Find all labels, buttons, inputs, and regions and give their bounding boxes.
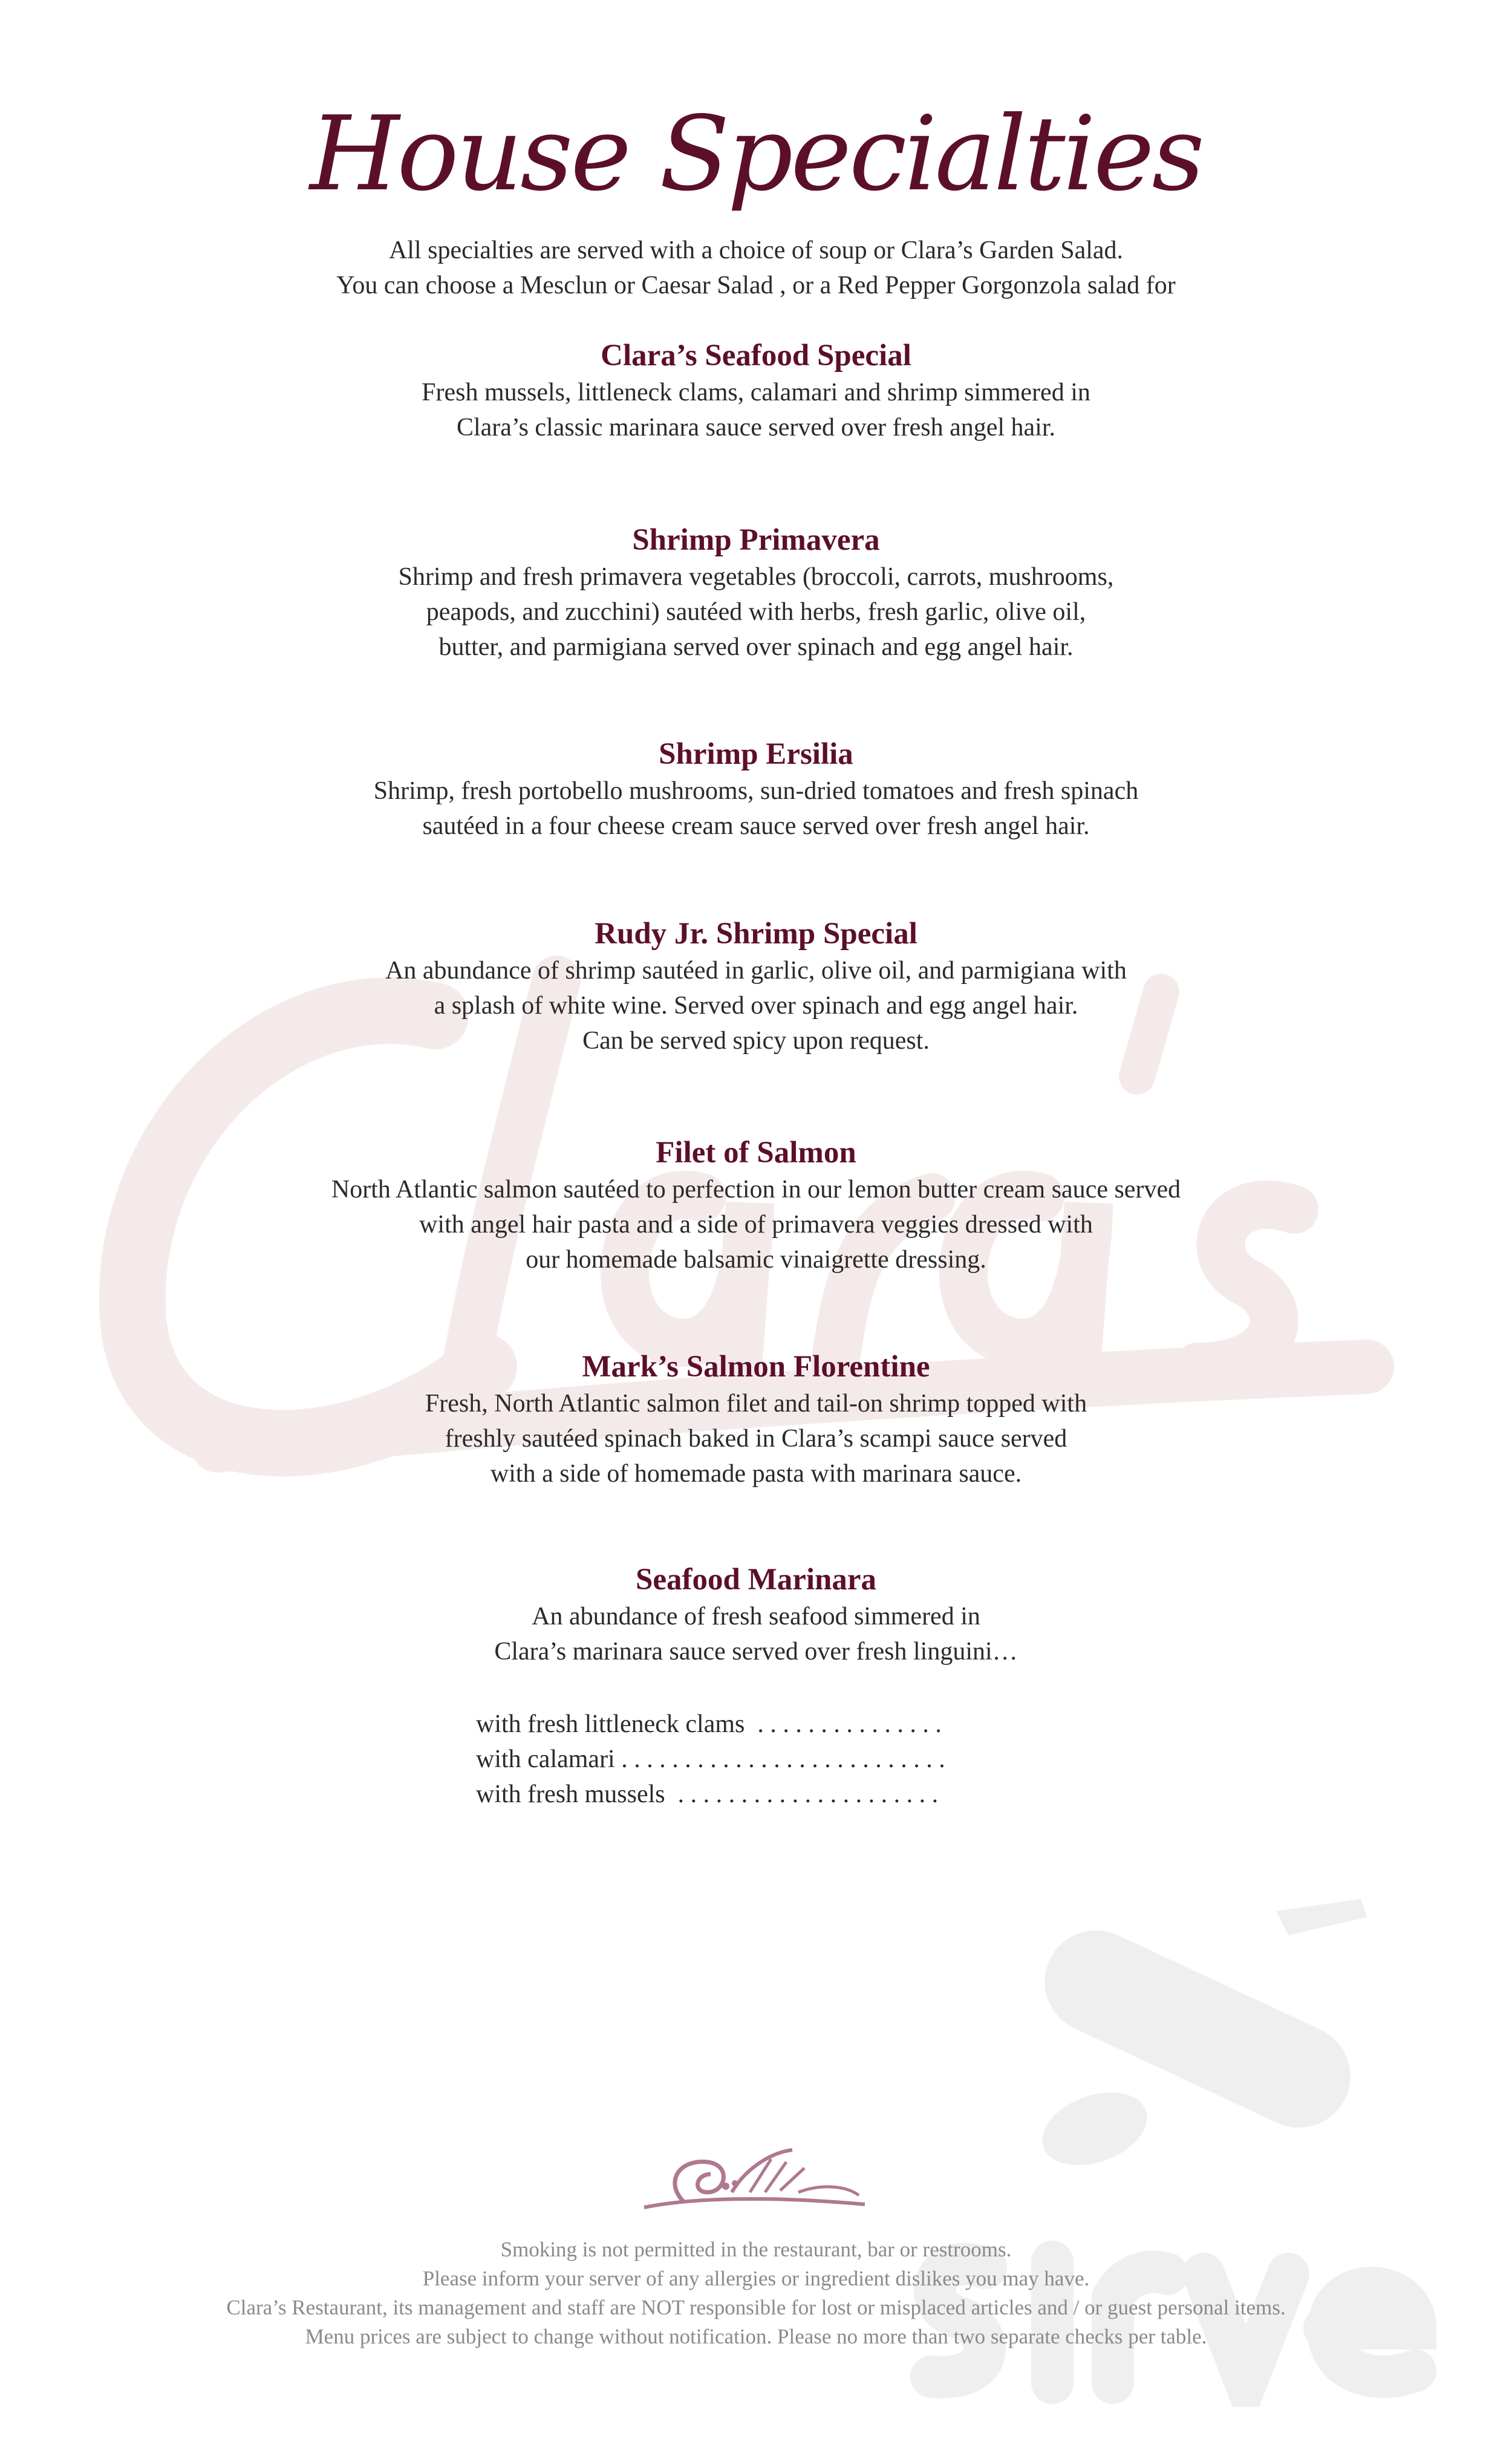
ornament-flourish-icon bbox=[641, 2135, 871, 2219]
menu-item-desc: butter, and parmigiana served over spinach and egg angel hair. bbox=[438, 633, 1074, 661]
menu-item bbox=[0, 336, 1512, 445]
footer-line: Clara’s Restaurant, its management and staff are NOT responsible for lost or misplaced articles and / or guest personal items. bbox=[226, 2296, 1286, 2319]
utensil-watermark-icon bbox=[1022, 1887, 1385, 2165]
menu-item-name: Clara’s Seafood Special bbox=[601, 339, 911, 373]
menu-item bbox=[0, 1133, 1512, 1277]
menu-item-desc: Shrimp, fresh portobello mushrooms, sun-dried tomatoes and fresh spinach bbox=[373, 777, 1139, 805]
option-line: with fresh mussels . . . . . . . . . . . . . . . . . . . . . bbox=[476, 1780, 939, 1808]
menu-item-desc: peapods, and zucchini) sautéed with herbs, fresh garlic, olive oil, bbox=[426, 598, 1086, 626]
option-line: with calamari . . . . . . . . . . . . . . . . . . . . . . . . . . bbox=[476, 1745, 945, 1773]
menu-item-name: Shrimp Ersilia bbox=[659, 737, 853, 771]
menu-item-name: Shrimp Primavera bbox=[632, 523, 880, 557]
option-line: with fresh littleneck clams . . . . . . . . . . . . . . . bbox=[476, 1710, 942, 1738]
menu-item-name: Filet of Salmon bbox=[656, 1136, 856, 1170]
menu-item-desc: a splash of white wine. Served over spinach and egg angel hair. bbox=[434, 992, 1078, 1020]
menu-item bbox=[0, 1560, 1512, 1669]
intro-text bbox=[0, 233, 1512, 303]
menu-item-desc: Fresh mussels, littleneck clams, calamari and shrimp simmered in bbox=[422, 379, 1090, 406]
menu-item bbox=[0, 735, 1512, 844]
menu-item-desc: Can be served spicy upon request. bbox=[582, 1027, 930, 1055]
menu-item bbox=[0, 1347, 1512, 1491]
menu-item bbox=[0, 521, 1512, 665]
page-title: House Specialties bbox=[310, 94, 1202, 214]
menu-item-desc: North Atlantic salmon sautéed to perfection in our lemon butter cream sauce served bbox=[331, 1176, 1181, 1203]
menu-item-desc: An abundance of fresh seafood simmered in bbox=[532, 1603, 980, 1630]
menu-item-desc: with angel hair pasta and a side of primavera veggies dressed with bbox=[419, 1211, 1093, 1239]
menu-item-desc: Shrimp and fresh primavera vegetables (broccoli, carrots, mushrooms, bbox=[398, 563, 1114, 591]
footer-line: Please inform your server of any allergies or ingredient dislikes you may have. bbox=[422, 2267, 1090, 2290]
intro-line: You can choose a Mesclun or Caesar Salad , or a Red Pepper Gorgonzola salad for bbox=[336, 272, 1176, 299]
menu-item-desc: with a side of homemade pasta with marinara sauce. bbox=[490, 1460, 1022, 1488]
intro-line: All specialties are served with a choice of soup or Clara’s Garden Salad. bbox=[388, 236, 1124, 264]
menu-item-desc: Fresh, North Atlantic salmon filet and tail-on shrimp topped with bbox=[425, 1390, 1087, 1418]
menu-item-desc: sautéed in a four cheese cream sauce served over fresh angel hair. bbox=[422, 812, 1090, 840]
footer-notices bbox=[0, 2235, 1512, 2351]
seafood-marinara-options bbox=[476, 1707, 945, 1812]
menu-item-name: Rudy Jr. Shrimp Special bbox=[595, 917, 917, 951]
menu-item-desc: An abundance of shrimp sautéed in garlic, olive oil, and parmigiana with bbox=[385, 957, 1127, 985]
menu-item-desc: freshly sautéed spinach baked in Clara’s scampi sauce served bbox=[445, 1425, 1067, 1453]
menu-item bbox=[0, 914, 1512, 1058]
menu-item-name: Mark’s Salmon Florentine bbox=[582, 1350, 930, 1384]
menu-item-desc: Clara’s classic marinara sauce served over fresh angel hair. bbox=[456, 414, 1056, 441]
menu-item-desc: our homemade balsamic vinaigrette dressing. bbox=[526, 1246, 986, 1274]
menu-item-desc: Clara’s marinara sauce served over fresh linguini… bbox=[494, 1638, 1018, 1666]
menu-item-name: Seafood Marinara bbox=[635, 1563, 877, 1597]
footer-line: Menu prices are subject to change without notification. Please no more than two separate checks per table. bbox=[305, 2325, 1207, 2348]
footer-line: Smoking is not permitted in the restaurant, bar or restrooms. bbox=[500, 2238, 1012, 2261]
